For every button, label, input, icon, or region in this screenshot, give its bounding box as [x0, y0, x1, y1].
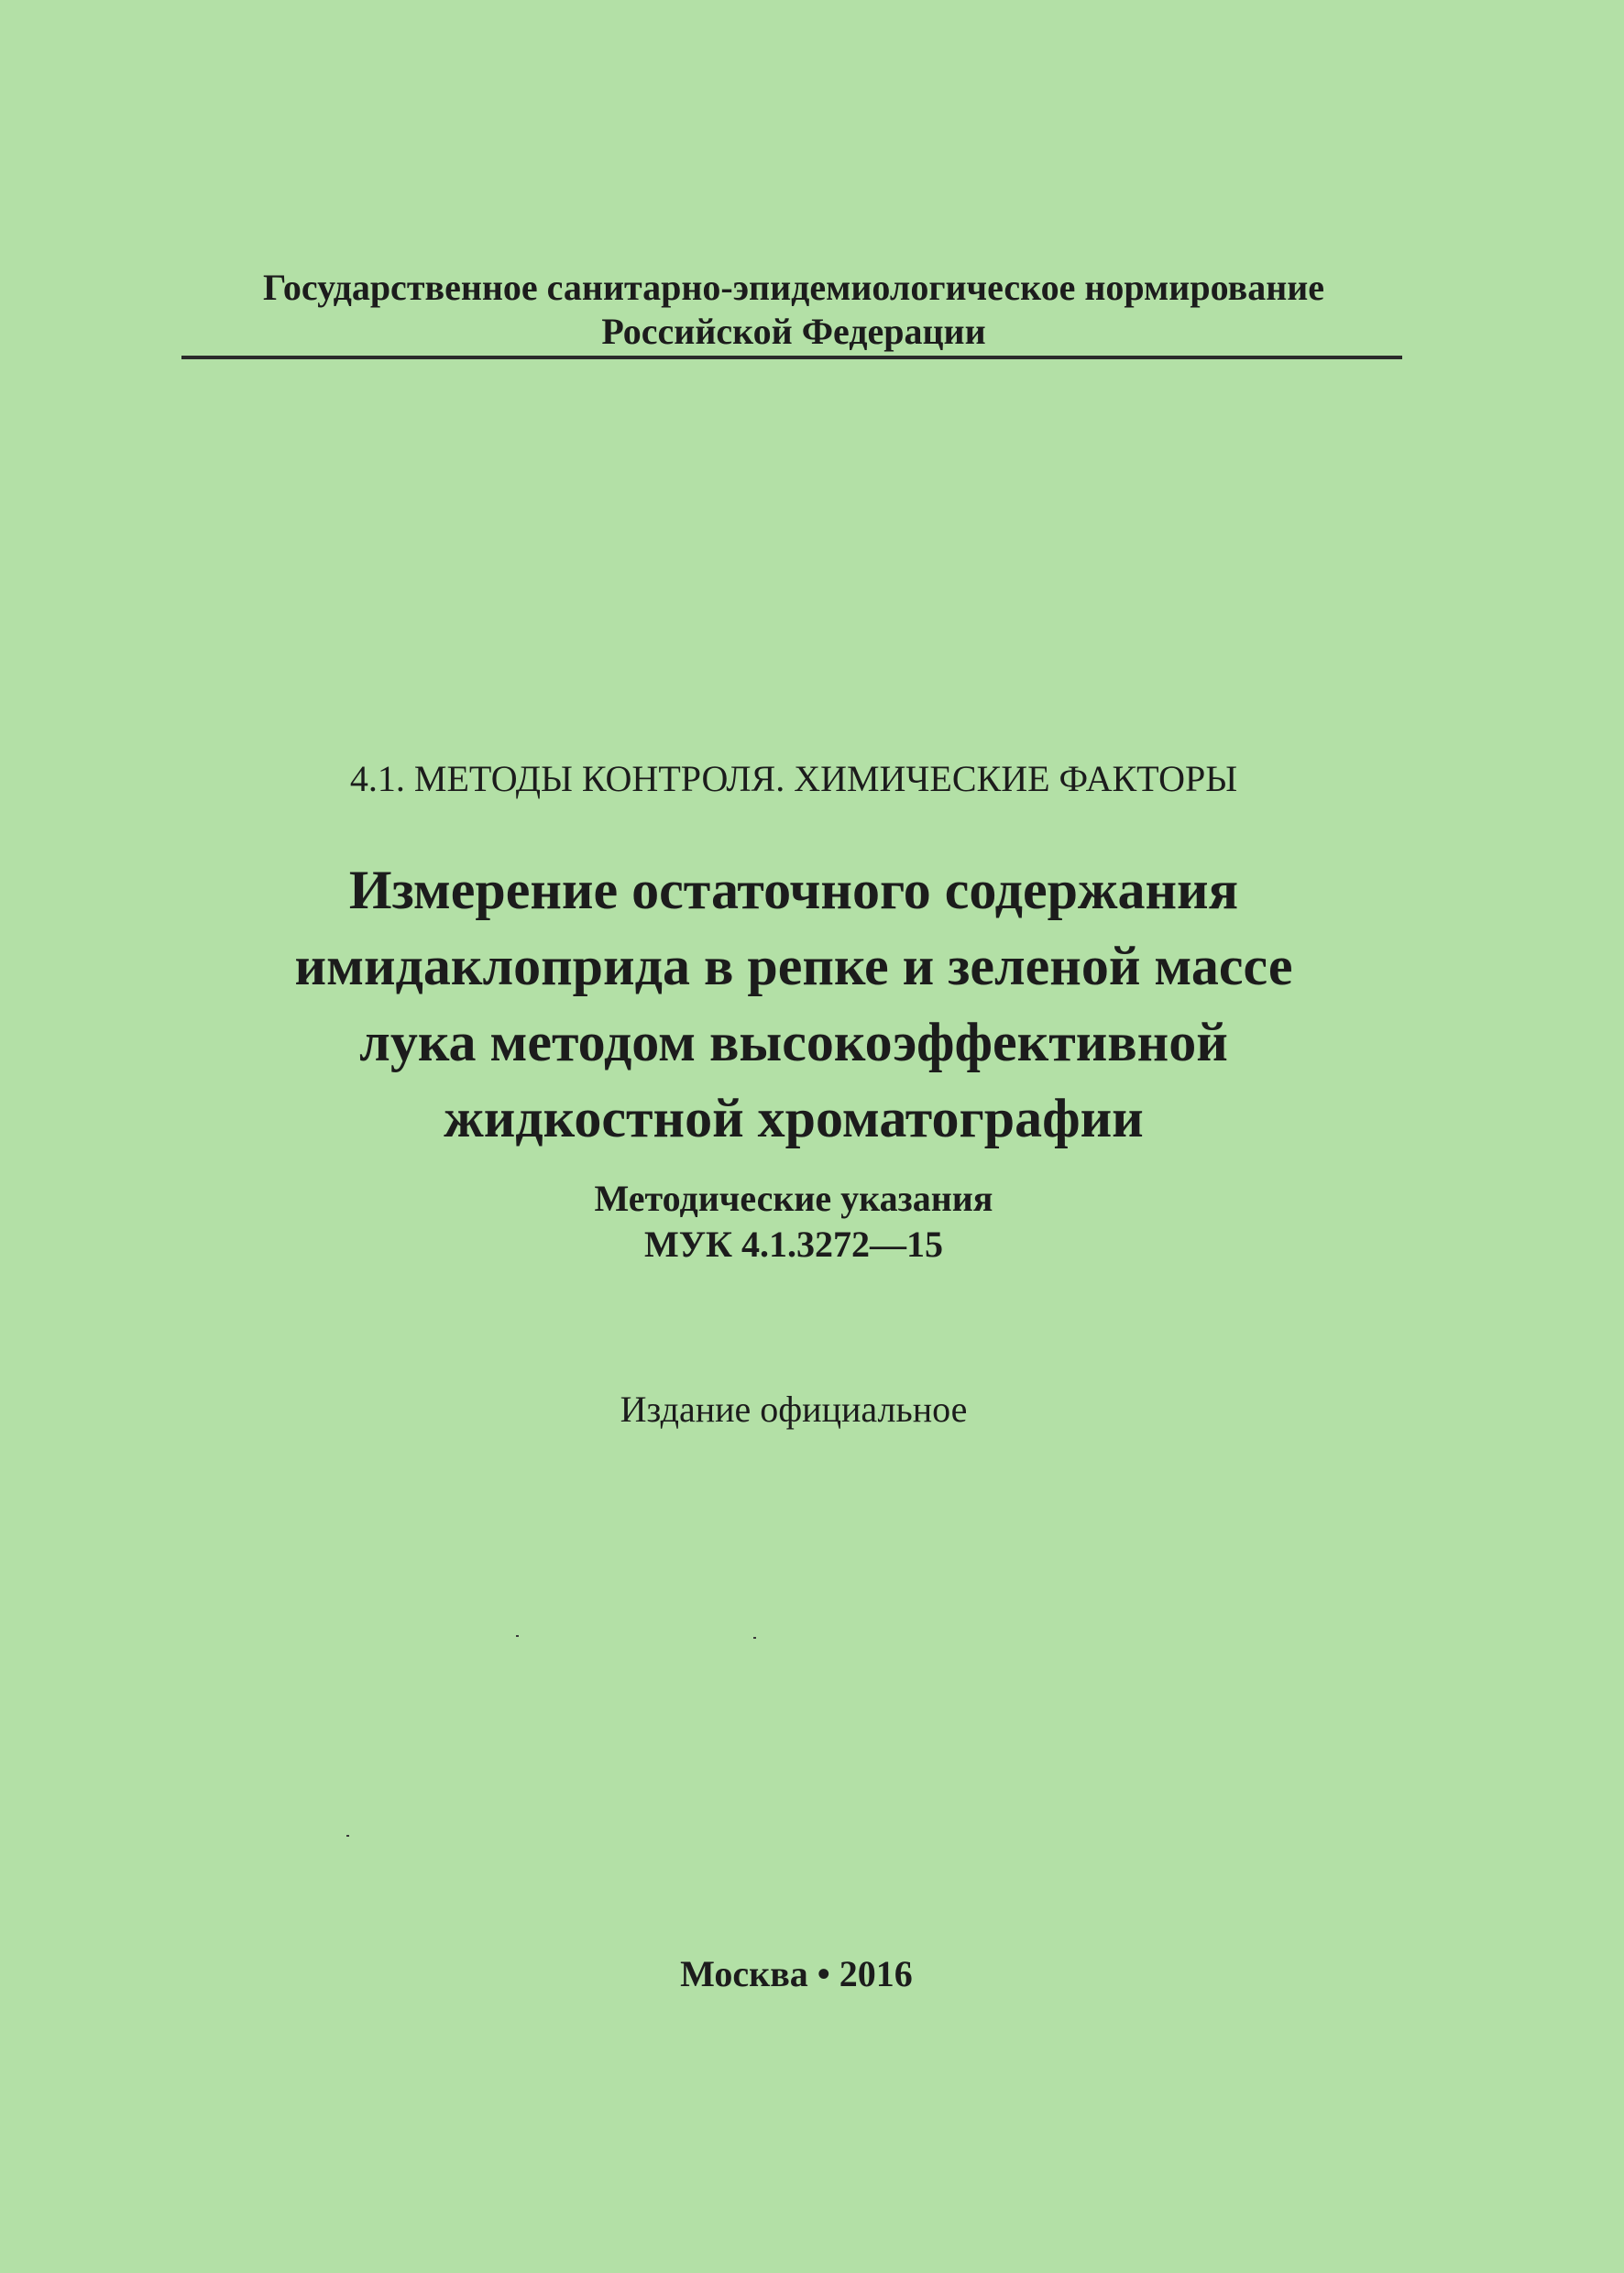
document-type-label: Методические указания [594, 1178, 993, 1219]
title-line-3: лука методом высокоэффективной [359, 1012, 1228, 1072]
issuing-authority [0, 266, 1587, 354]
title-line-1: Измерение остаточного содержания [348, 860, 1239, 920]
authority-line-2: Российской Федерации [601, 311, 986, 352]
publication-place-year: Москва • 2016 [680, 1953, 913, 1994]
scan-speck [346, 1835, 349, 1837]
document-code: МУК 4.1.3272—15 [643, 1224, 944, 1265]
title-line-2: имидаклоприда в репке и зеленой массе [294, 936, 1293, 996]
document-type [0, 1176, 1587, 1268]
scan-speck [516, 1635, 519, 1637]
edition-note: Издание официальное [620, 1389, 968, 1430]
scan-speck [753, 1637, 756, 1639]
authority-line-1: Государственное санитарно-эпидемиологическое нормирование [262, 267, 1325, 308]
header-divider [181, 356, 1402, 359]
title-line-4: жидкостной хроматографии [444, 1088, 1144, 1148]
series-heading: 4.1. МЕТОДЫ КОНТРОЛЯ. ХИМИЧЕСКИЕ ФАКТОРЫ [349, 758, 1238, 799]
document-title [0, 852, 1587, 1157]
